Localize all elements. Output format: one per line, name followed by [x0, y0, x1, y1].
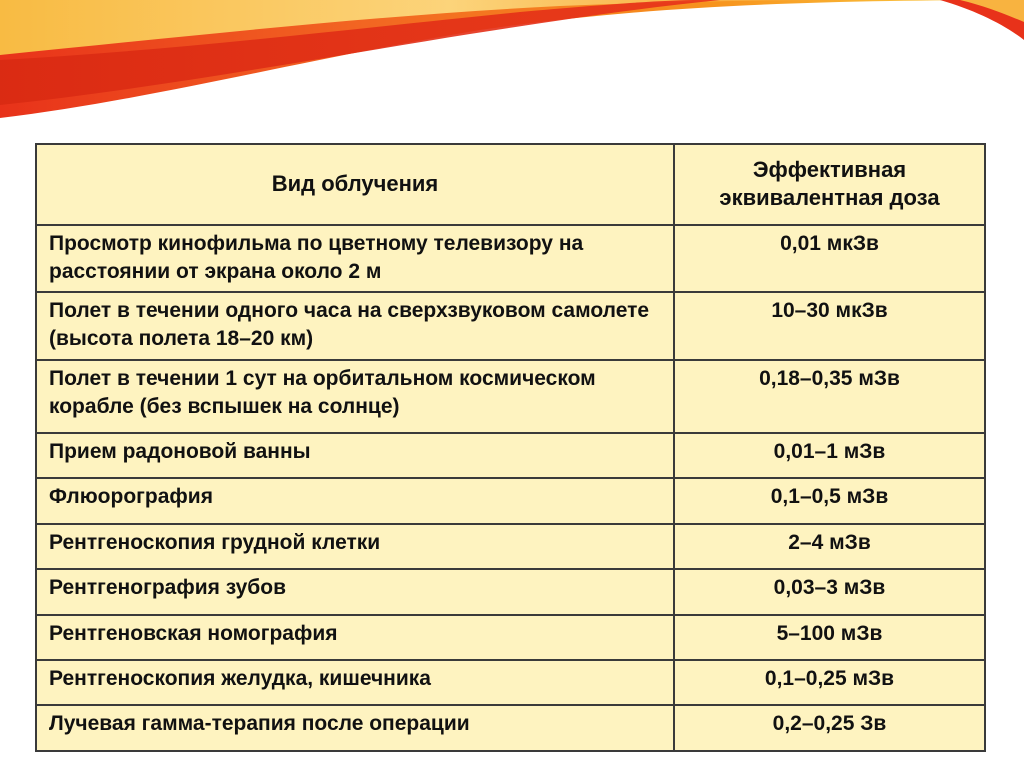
row-exposure-type: Флюорография	[36, 478, 674, 523]
table-row	[36, 569, 985, 614]
row-dose-value: 0,1–0,5 мЗв	[674, 478, 985, 523]
row-exposure-type: Рентгеноскопия желудка, кишечника	[36, 660, 674, 705]
table-row	[36, 433, 985, 478]
row-exposure-type: Рентгенография зубов	[36, 569, 674, 614]
header-swoosh-decoration	[0, 0, 1024, 130]
table-row	[36, 292, 985, 360]
row-dose-value: 10–30 мкЗв	[674, 292, 985, 360]
table-row	[36, 478, 985, 523]
row-exposure-type: Полет в течении 1 сут на орбитальном космическом корабле (без вспышек на солнце)	[36, 360, 674, 433]
table-row	[36, 225, 985, 293]
table-row	[36, 615, 985, 660]
row-exposure-type: Полет в течении одного часа на сверхзвуковом самолете (высота полета 18–20 км)	[36, 292, 674, 360]
row-dose-value: 0,2–0,25 Зв	[674, 705, 985, 751]
row-exposure-type: Просмотр кинофильма по цветному телевизору на расстоянии от экрана около 2 м	[36, 225, 674, 293]
header-effective-dose: Эффективная эквивалентная доза	[674, 144, 985, 225]
row-exposure-type: Прием радоновой ванны	[36, 433, 674, 478]
row-dose-value: 0,18–0,35 мЗв	[674, 360, 985, 433]
row-dose-value: 0,03–3 мЗв	[674, 569, 985, 614]
table-row	[36, 360, 985, 433]
dose-table-container	[35, 143, 984, 752]
table-row	[36, 705, 985, 751]
row-exposure-type: Рентгеноскопия грудной клетки	[36, 524, 674, 569]
radiation-dose-table	[35, 143, 986, 752]
row-exposure-type: Рентгеновская номография	[36, 615, 674, 660]
row-exposure-type: Лучевая гамма-терапия после операции	[36, 705, 674, 751]
table-row	[36, 660, 985, 705]
table-header-row	[36, 144, 985, 225]
row-dose-value: 5–100 мЗв	[674, 615, 985, 660]
row-dose-value: 0,01–1 мЗв	[674, 433, 985, 478]
row-dose-value: 2–4 мЗв	[674, 524, 985, 569]
row-dose-value: 0,01 мкЗв	[674, 225, 985, 293]
row-dose-value: 0,1–0,25 мЗв	[674, 660, 985, 705]
header-exposure-type: Вид облучения	[36, 144, 674, 225]
table-row	[36, 524, 985, 569]
